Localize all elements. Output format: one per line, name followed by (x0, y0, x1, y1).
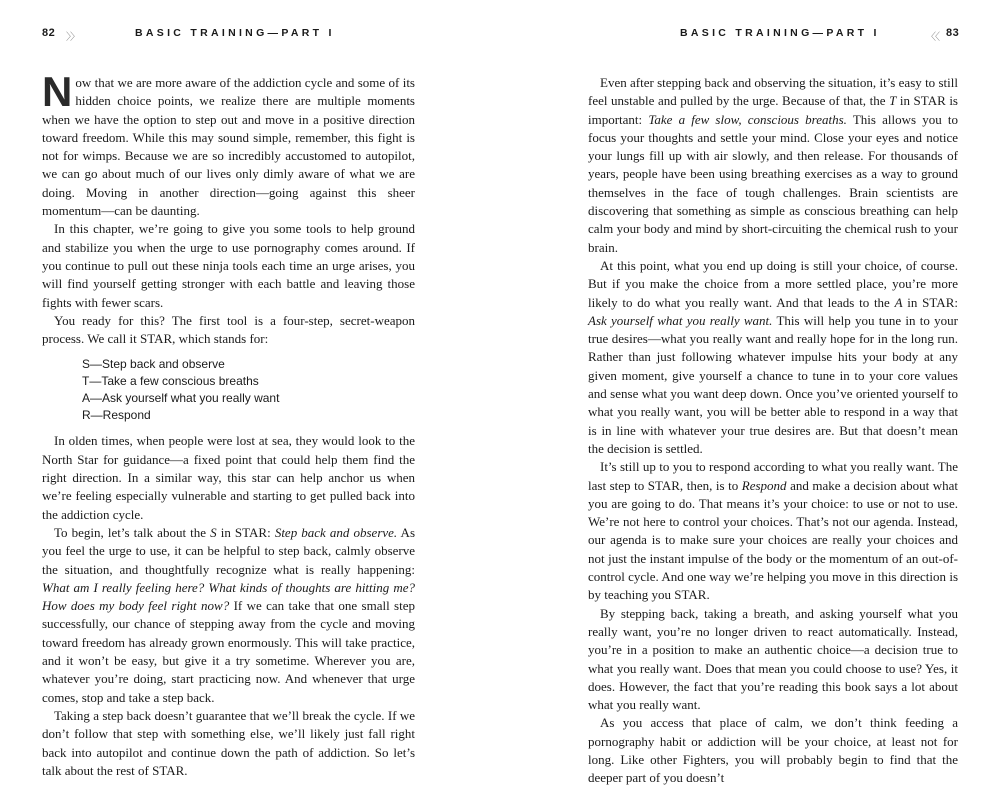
paragraph: It’s still up to you to respond according to what you really want. The last step to STAR, then, is to Respond and make a decision about what you are going to do. That means it’s your choice: to use or not to use. We’re not here to control your choices. That’s not our agenda. Instead, our agenda is to make sure your choices are really your choices and not just the instant impulse of the body or the momentum of an out-of-control cycle. And one way we’re helping you move in this direction is by teaching you STAR. (588, 459, 958, 603)
paragraph: Even after stepping back and observing the situation, it’s easy to still feel unstable and pulled by the urge. Because of that, the T in STAR is important: Take a few slow, conscious breaths. This allows you to focus your thoughts and settle your mind. Close your eyes and notice your lungs fill up with air slowly, and then release. For thousands of years, people have been using breathing exercises as a way to ground themselves in the face of tough challenges. Brain scientists are discovering that something as simple as conscious breathing can help calm your body and mind by short-circuiting the chemical rush to your brain. (588, 75, 958, 255)
list-item: R—Respond (82, 408, 151, 423)
right-page (500, 0, 1000, 786)
drop-cap: N (42, 68, 72, 115)
left-chevron-marks: 〉〉 (66, 32, 79, 43)
list-item: T—Take a few conscious breaths (82, 374, 259, 389)
paragraph: As you access that place of calm, we don’t think feeding a pornography habit or addiction will be your choice, at least not for long. Like other Fighters, you will probably begin to find that the deeper part of you doesn’t (588, 715, 958, 786)
left-page-number: 82 (42, 27, 56, 39)
paragraph: At this point, what you end up doing is still your choice, of course. But if you make the choice from a more settled place, you’re more likely to do what you really want. And that leads to the A in STAR: Ask yourself what you really want. This will help you tune in to your true desires—what you really want and really hope for in the long run. Rather than just following whatever impulse hits your body at any given moment, give yourself a chance to tune in to your core values and sense what you want deep down. Once you’ve oriented yourself to what you really want, you will be better able to respond in a way that is in line with whatever your true desires are. But that doesn’t mean the decision is settled. (588, 257, 959, 456)
paragraph: To begin, let’s talk about the S in STAR: Step back and observe. As you feel the urge to use, it can be helpful to step back, calmly observe the situation, and thoughtfully recognize what is really happening: What am I really feeling here? What kinds of thoughts are hitting me? How does my body feel right now? If we can take that one small step successfully, our chance of stepping away from the cycle and moving toward freedom has already grown enormously. This will take practice, and it won’t be easy, but give it a try sometime. Wherever you are, whatever you’re doing, start practicing now. And whenever that urge comes, stop and take a step back. (42, 524, 416, 705)
left-page (0, 0, 500, 778)
right-page-number: 83 (946, 27, 960, 39)
paragraph: In this chapter, we’re going to give you some tools to help ground and stabilize you when the urge to use pornography comes around. If you continue to pull out these ninja tools each time an urge arises, you will find yourself getting stronger with each battle and leaving those fights with fewer scars. (42, 221, 415, 310)
left-body-text (42, 68, 416, 780)
star-list (82, 356, 415, 424)
paragraph: By stepping back, taking a breath, and asking yourself what you really want, you’re no longer driven to react automatically. Instead, you’re in a position to make an authentic choice—a decision true to what you really want. Does that mean you could choose to use? Yes, it does. However, the fact that you’re reading this book says a lot about what you really want. (588, 605, 958, 713)
paragraph: Taking a step back doesn’t guarantee that we’ll break the cycle. If we don’t follow that step with something else, we’ll likely just fall right back into autopilot and continue down the path of addiction. So let’s talk about the rest of STAR. (42, 707, 415, 778)
right-chevron-marks: 〈〈 (926, 32, 939, 43)
paragraph: Now that we are more aware of the addiction cycle and some of its hidden choice points, we realize there are multiple moments when we have the option to step out and move in a positive direction toward freedom. While this may sound simple, remember, this fight is not for wimps. Because we are so incredibly accustomed to autopilot, we can go about much of our lives only dimly aware of what we are doing. Moving in another direction—going against this sheer momentum—can be daunting. (42, 68, 415, 219)
right-body-text (588, 74, 958, 788)
left-running-head: BASIC TRAINING—PART I (135, 27, 335, 39)
paragraph: You ready for this? The first tool is a four-step, secret-weapon process. We call it STAR, which stands for: (42, 312, 415, 347)
paragraph: In olden times, when people were lost at sea, they would look to the North Star for guidance—a fixed point that could help them find the right direction. In a similar way, this star can help anchor us when we’re feeling especially vulnerable and starting to get pulled back into the addiction cycle. (42, 433, 415, 522)
right-running-head: BASIC TRAINING—PART I (680, 27, 880, 39)
list-item: A—Ask yourself what you really want (82, 391, 280, 406)
list-item: S—Step back and observe (82, 357, 225, 372)
